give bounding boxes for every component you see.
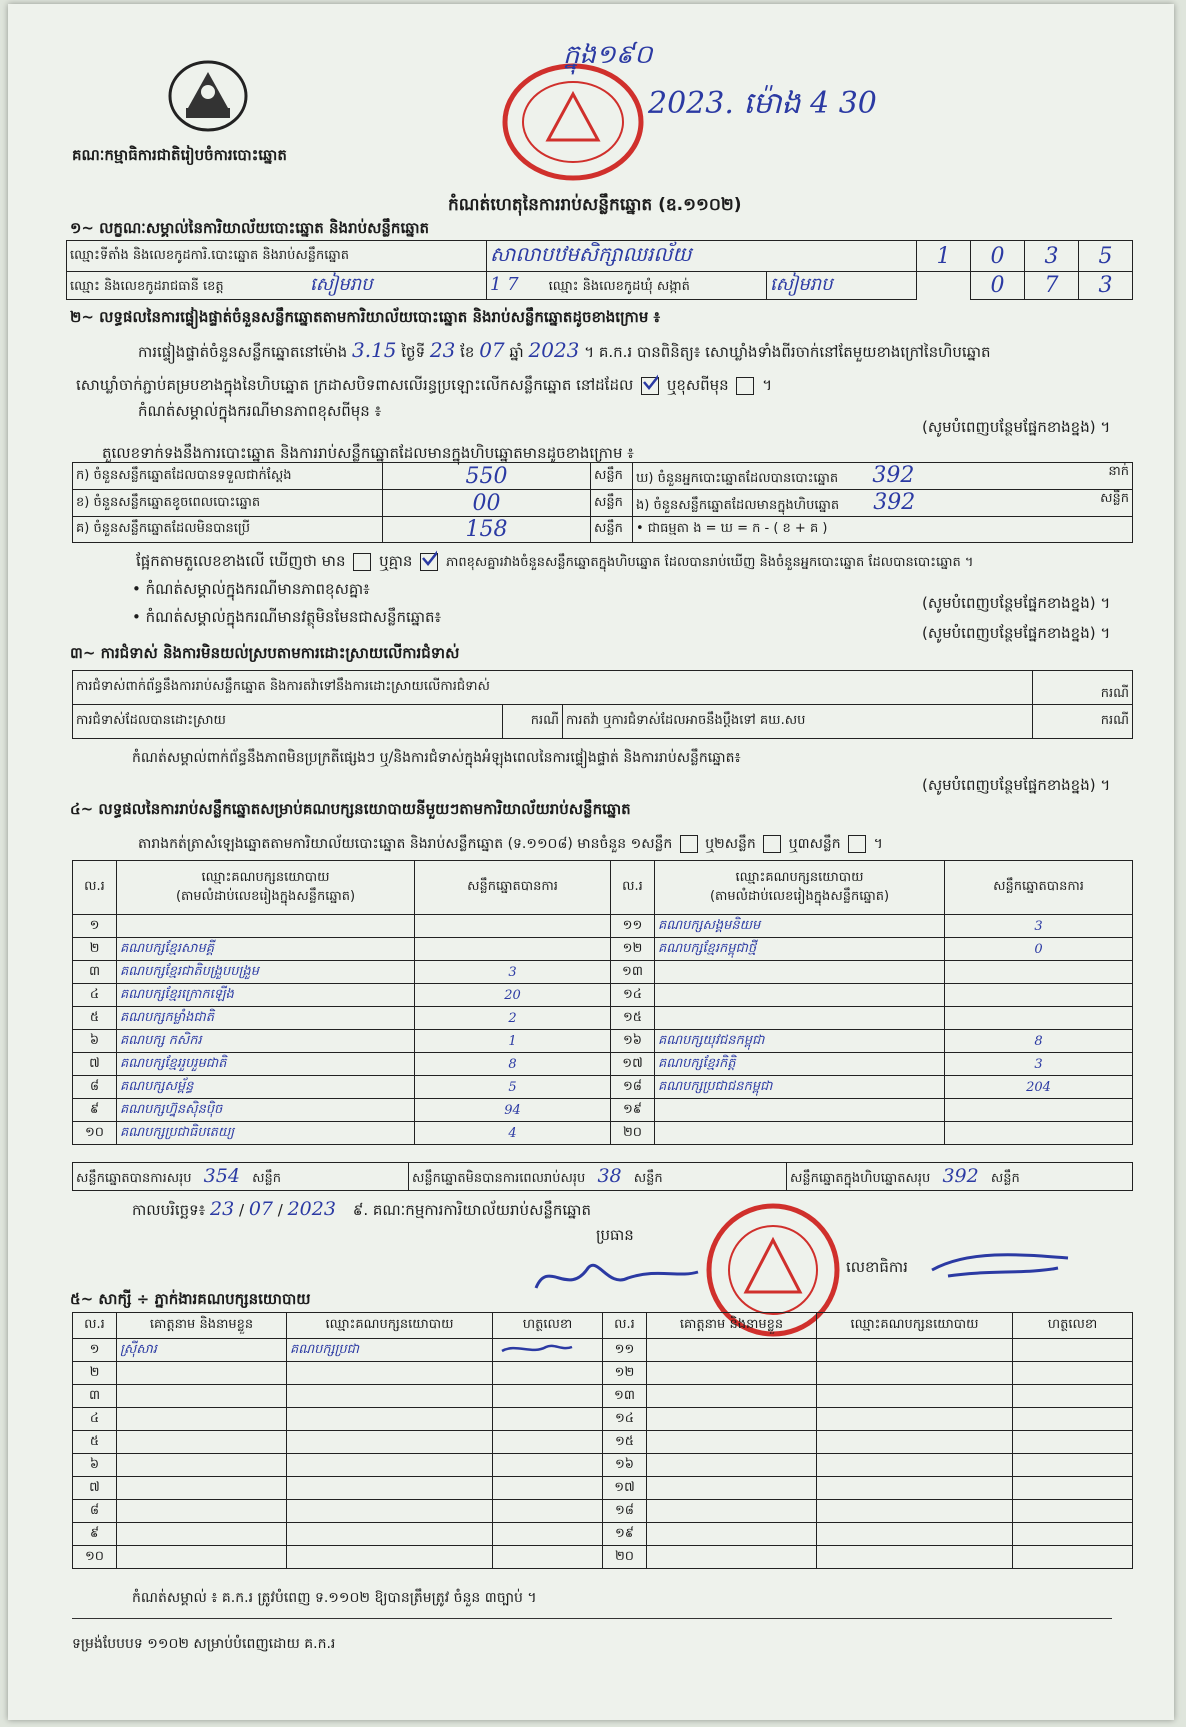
row-number: ១៧ [611,1053,655,1076]
row-number: ៣ [73,1385,117,1408]
witness-name [117,1454,287,1477]
date-month: 07 [248,1198,273,1220]
party-name [655,961,945,984]
verify-day: 23 [429,338,456,362]
table-row [73,1431,1133,1454]
row-number: ៦ [73,1030,117,1053]
form-title: កំណត់ហេតុនៃការរាប់សន្លឹកឆ្នោត (ឧ.១១០២) [448,195,742,215]
row-number: ៩ [73,1523,117,1546]
party-votes [945,1099,1133,1122]
witness-name [117,1431,287,1454]
row-number: ១៤ [611,984,655,1007]
totals-table [72,1162,1133,1191]
witness-party [817,1431,1013,1454]
date-line: កាលបរិច្ឆេទ៖ 23 / 07 / 2023 ៩. គណៈកម្មការការិយាល័យរាប់សន្លឹកឆ្នោត [132,1198,591,1220]
table-row [73,1122,1133,1145]
figure-c-label: គ) ចំនួនសន្លឹកឆ្នោតដែលមិនបានប្រើ [73,517,383,543]
row-number: ៨ [73,1076,117,1099]
figure-a-label: ក) ចំនួនសន្លឹកឆ្នោតដែលបានទទួលជាក់ស្តែង [73,463,383,490]
one-sheet-checkbox[interactable] [680,835,698,853]
row-number: ២ [73,1362,117,1385]
or-none-label: ឬគ្មាន [379,552,413,570]
org-name: គណៈកម្មាធិការជាតិរៀបចំការបោះឆ្នោត [72,146,287,164]
col-no: ល.រ [73,861,117,915]
party-votes: 3 [945,915,1133,938]
date-label: កាលបរិច្ឆេទ៖ [132,1201,206,1219]
witness-signature [1013,1408,1133,1431]
objections-table [72,670,1133,739]
section2-heading: ២~ លទ្ធផលនៃការផ្ទៀងផ្ទាត់ចំនួនសន្លឹកឆ្នោតតាមការិយាល័យបោះឆ្នោត និងរាប់សន្លឹកឆ្នោតដូចខាងក្រោម ៖ [70,308,661,326]
party-name: គណបក្សសង្គមនិយម [655,915,945,938]
party-results-table [72,860,1133,1145]
party-votes: 8 [945,1030,1133,1053]
col-party: ឈ្មោះគណបក្សនយោបាយ [817,1313,1013,1339]
col-party: ឈ្មោះគណបក្សនយោបាយ [287,1313,493,1339]
row-number: ១៩ [603,1523,647,1546]
witness-name [647,1431,817,1454]
commune-label: ឈ្មោះ និងលេខកូដឃុំ សង្កាត់ [548,279,690,294]
figure-c-value: 158 [383,517,591,543]
witness-name [647,1454,817,1477]
province-name: សៀមរាប [310,274,373,295]
witness-party [817,1500,1013,1523]
figure-e-label: ង) ចំនួនសន្លឹកឆ្នោតដែលមានក្នុងហិបឆ្នោត [636,498,840,513]
row-number: ១៦ [611,1030,655,1053]
has-discrepancy-checkbox[interactable] [353,553,371,571]
row-number: ៨ [73,1500,117,1523]
figure-e-row [633,490,1133,517]
party-votes: 94 [415,1099,611,1122]
fill-back-2: (សូមបំពេញបន្ថែមផ្នែកខាងខ្នង) ។ [922,594,1111,612]
witness-party [287,1523,493,1546]
witness-party [817,1385,1013,1408]
table-row [73,938,1133,961]
col-party: ឈ្មោះគណបក្សនយោបាយ (តាមលំដាប់លេខរៀងក្នុងសន្លឹកឆ្នោត) [655,861,945,915]
table-row [73,1030,1133,1053]
seal-line: សោឃ្លាំចាក់ភ្ជាប់គម្របខាងក្នុងនៃហិបឆ្នោត ក្រដាសបិទពាសលើរន្ធប្រឡោះលើកសន្លឹកឆ្នោត នៅដដែល ឬខុសពីមុន ។ [76,376,772,398]
col-party: ឈ្មោះគណបក្សនយោបាយ (តាមលំដាប់លេខរៀងក្នុងសន្លឹកឆ្នោត) [117,861,415,915]
verify-suffix: ។ គ.ក.រ បានពិនិត្យ៖ សោឃ្លាំងទាំងពីរចាក់នៅតែមួយខាងក្រៅនៃហិបឆ្នោត [584,343,991,361]
table-row [73,1385,1133,1408]
party-name [655,984,945,1007]
witness-name [647,1477,817,1500]
unit: សន្លឹក [591,490,633,517]
witness-name [647,1362,817,1385]
footer-note: កំណត់សម្គាល់ ៖ គ.ក.រ ត្រូវបំពេញ ទ.១១០២ ឱ្យបានត្រឹមត្រូវ ចំនួន ៣ច្បាប់ ។ [132,1590,537,1606]
witness-signature [1013,1431,1133,1454]
row-number: ១៤ [603,1408,647,1431]
table-row [73,1546,1133,1569]
unit: នាក់ [1108,464,1129,479]
witness-signature [1013,1523,1133,1546]
row-number: ១០ [73,1122,117,1145]
witness-signature-icon [496,1339,576,1357]
party-name: គណបក្សសម្ព័ន្ធ [117,1076,415,1099]
witness-signature [493,1362,603,1385]
unit: សន្លឹក [1100,491,1129,506]
secretary-label: លេខាធិការ [846,1258,908,1276]
nec-emblem-icon [166,58,250,134]
witness-party: គណបក្សប្រជា [287,1339,493,1362]
commune-code-digit: 3 [1079,272,1133,300]
witness-party [817,1477,1013,1500]
table-row [73,1339,1133,1362]
province-label: ឈ្មោះ និងលេខកូដរាជធានី ខេត្ត [70,279,224,294]
witness-party [287,1477,493,1500]
total-valid-cell: សន្លឹកឆ្នោតបានការសរុប 354 សន្លឹក [73,1163,409,1191]
witness-signature [1013,1362,1133,1385]
total-box-cell: សន្លឹកឆ្នោតក្នុងហិបឆ្នោតសរុប 392 សន្លឹក [787,1163,1133,1191]
row-number: ១ [73,1339,117,1362]
witness-signature [493,1431,603,1454]
col-no: ល.រ [611,861,655,915]
unit: សន្លឹក [591,463,633,490]
committee-label: ៩. គណៈកម្មការការិយាល័យរាប់សន្លឹកឆ្នោត [352,1201,591,1219]
commune-cell [487,272,767,300]
three-sheets-checkbox[interactable] [848,835,866,853]
row-number: ២០ [611,1122,655,1145]
party-name: គណបក្សខ្មែរជាតិបង្រួបបង្រួម [117,961,415,984]
row-number: ១៣ [611,961,655,984]
witness-signature [1013,1385,1133,1408]
secretary-signature-icon [928,1240,1078,1296]
case-label: ករណី [1033,671,1133,705]
party-name [655,1099,945,1122]
figure-d-row [633,463,1133,490]
witness-signature [493,1339,603,1362]
col-name: គោត្តនាម និងនាមខ្លួន [647,1313,817,1339]
table-row [73,961,1133,984]
col-votes: សន្លឹកឆ្នោតបានការ [415,861,611,915]
witness-party [817,1362,1013,1385]
table-row [73,1076,1133,1099]
province-cell [67,272,487,300]
witness-name [117,1408,287,1431]
table-row [73,1007,1133,1030]
date-day: 23 [210,1198,235,1220]
party-name [117,915,415,938]
party-name: គណបក្សខ្មែរកម្ពុជាថ្មី [655,938,945,961]
party-votes [415,915,611,938]
witness-name [647,1546,817,1569]
total-invalid-value: 38 [597,1164,622,1187]
commune-name: សៀមរាប [767,272,917,300]
chair-label: ប្រធាន [596,1226,634,1244]
objections-appeal: ការតវ៉ា ឬការជំទាស់ដែលអាចនឹងប្តឹងទៅ គឃ.សប [563,705,1033,739]
total-valid-value: 354 [203,1164,240,1187]
total-box-value: 392 [942,1164,979,1187]
party-name: គណបក្សប្រជាធិបតេយ្យ [117,1122,415,1145]
objections-resolved: ការជំទាស់ដែលបានដោះស្រាយ [73,705,503,739]
station-identity-table [66,240,1133,300]
witness-name: ស៊្រីសារ [117,1339,287,1362]
party-name: គណបក្សខ្មែរក្រោកឡើង [117,984,415,1007]
party-votes [945,1007,1133,1030]
fill-back-1: (សូមបំពេញបន្ថែមផ្នែកខាងខ្នង) ។ [922,418,1111,436]
witness-party [287,1546,493,1569]
figure-d-label: ឃ) ចំនួនអ្នកបោះឆ្នោតដែលបានបោះឆ្នោត [636,471,839,486]
party-votes: 2 [415,1007,611,1030]
row-number: ១២ [603,1362,647,1385]
witness-signature [493,1523,603,1546]
party-votes [945,961,1133,984]
station-label: ឈ្មោះទីតាំង និងលេខកូដការិ.បោះឆ្នោត និងរាប់សន្លឹកឆ្នោត [67,241,487,272]
witness-party [817,1523,1013,1546]
table-row [73,1477,1133,1500]
witness-name [117,1362,287,1385]
row-number: ១៨ [603,1500,647,1523]
row-number: ២០ [603,1546,647,1569]
witness-party [817,1408,1013,1431]
table-row [73,915,1133,938]
discrepancy-line [136,552,973,574]
witness-signature [1013,1477,1133,1500]
party-votes: 0 [945,938,1133,961]
row-number: ៥ [73,1431,117,1454]
day-label: ថ្ងៃទី [401,343,426,361]
tally-intro: តារាងកត់ត្រាសំឡេងឆ្នោតតាមការិយាល័យបោះឆ្នោត និងរាប់សន្លឹកឆ្នោត (ទ.១១០៨) មានចំនួន ១សន្លឹក [138,836,673,852]
based-on-label: ផ្អែកតាមតួលេខខាងលើ ឃើញថា មាន [136,552,346,570]
commune-code-digit: 7 [1025,272,1079,300]
row-number: ៥ [73,1007,117,1030]
tally-sheets-line: តារាងកត់ត្រាសំឡេងឆ្នោតតាមការិយាល័យបោះឆ្នោត និងរាប់សន្លឹកឆ្នោត (ទ.១១០៨) មានចំនួន ១សន្លឹក ឬ២សន្លឹក ឬ៣សន្លឹក ។ [138,836,883,852]
row-number: ១៨ [611,1076,655,1099]
row-number: ៣ [73,961,117,984]
row-number: ៧ [73,1477,117,1500]
footer-divider [72,1618,1112,1619]
party-votes: 8 [415,1053,611,1076]
party-votes [945,984,1133,1007]
objection-note: កំណត់សម្គាល់ពាក់ព័ន្ធនឹងភាពមិនប្រក្រតីផ្សេងៗ ឬ/និងការជំទាស់ក្នុងអំឡុងពេលនៃការផ្ទៀងផ្ទាត់ និងការរាប់សន្លឹកឆ្នោត៖ [132,750,741,766]
seal-line-text: សោឃ្លាំចាក់ភ្ជាប់គម្របខាងក្នុងនៃហិបឆ្នោត ក្រដាសបិទពាសលើរន្ធប្រឡោះលើកសន្លឹកឆ្នោត នៅដដែល [76,376,634,394]
row-number: ១១ [603,1339,647,1362]
witness-name [117,1523,287,1546]
col-sign: ហត្ថលេខា [493,1313,603,1339]
figure-a-value: 550 [383,463,591,490]
witness-name [117,1546,287,1569]
party-name: គណបក្សខ្មែររួបរួមជាតិ [117,1053,415,1076]
section3-heading: ៣~ ការជំទាស់ និងការមិនយល់ស្របតាមការដោះស្រាយលើការជំទាស់ [70,644,460,662]
party-name [655,1122,945,1145]
two-sheets-checkbox[interactable] [763,835,781,853]
witness-name [117,1477,287,1500]
case-label: ករណី [1033,705,1133,739]
row-number: ១ [73,915,117,938]
checkmark-icon [421,550,437,566]
section5-heading: ៥~ សាក្សី ÷ ភ្នាក់ងារគណបក្សនយោបាយ [70,1290,311,1308]
party-votes: 1 [415,1030,611,1053]
note-diff: កំណត់សម្គាល់ក្នុងករណីមានភាពខុសពីមុន ៖ [138,402,382,420]
witness-signature [493,1385,603,1408]
witness-signature [1013,1500,1133,1523]
witness-signature [493,1546,603,1569]
row-number: ៧ [73,1053,117,1076]
party-votes [415,938,611,961]
witness-party [817,1339,1013,1362]
row-number: ១៦ [603,1454,647,1477]
row-number: ៦ [73,1454,117,1477]
discrepancy-text: ភាពខុសគ្នារវាងចំនួនសន្លឹកឆ្នោតក្នុងហិបឆ្នោត ដែលបានរាប់ឃើញ និងចំនួនអ្នកបោះឆ្នោត ដែលបានបោះឆ្នោត ។ [445,555,974,570]
verify-prefix: ការផ្ទៀងផ្ទាត់ចំនួនសន្លឹកឆ្នោតនៅម៉ោង [138,343,348,361]
witness-party [287,1431,493,1454]
unchanged-checkbox[interactable] [641,377,659,395]
verify-line [138,338,991,365]
witness-name [647,1385,817,1408]
witness-party [287,1408,493,1431]
row-number: ១៩ [611,1099,655,1122]
witness-name [647,1500,817,1523]
party-name: គណបក្សខ្មែរកិត្តិ [655,1053,945,1076]
party-votes: 4 [415,1122,611,1145]
party-name: គណបក្សយុវជនកម្ពុជា [655,1030,945,1053]
chair-signature-icon [528,1248,708,1308]
witness-party [287,1362,493,1385]
year-label: ឆ្នាំ [509,343,524,361]
party-name: គណបក្សប្រជាជនកម្ពុជា [655,1076,945,1099]
official-seal-top-icon [498,62,648,182]
row-number: ១០ [73,1546,117,1569]
witness-signature [1013,1546,1133,1569]
note-unreal: • កំណត់សម្គាល់ក្នុងករណីមានវត្ថុមិនមែនជាសន្លឹកឆ្នោត៖ [132,608,442,626]
col-votes: សន្លឹកឆ្នោតបានការ [945,861,1133,915]
figure-d-value: 392 [872,463,915,488]
figure-e-value: 392 [873,490,916,515]
table-row [73,1500,1133,1523]
witness-name [647,1408,817,1431]
section4-heading: ៤~ លទ្ធផលនៃការរាប់សន្លឹកឆ្នោតសម្រាប់គណបក្សនយោបាយនីមួយៗតាមការិយាល័យរាប់សន្លឹកឆ្នោត [70,800,631,818]
party-votes: 20 [415,984,611,1007]
figure-b-value: 00 [383,490,591,517]
station-code-digit: 1 [917,241,971,272]
formula: • ជាធម្មតា ង = ឃ = ក - ( ខ + គ ) [633,517,1133,543]
party-votes: 3 [415,961,611,984]
witness-party [287,1500,493,1523]
col-name: គោត្តនាម និងនាមខ្លួន [117,1313,287,1339]
col-no: ល.រ [73,1313,117,1339]
handwritten-receipt-date: 2023. ម៉ោង 4 30 [648,86,877,121]
col-sign: ហត្ថលេខា [1013,1313,1133,1339]
total-invalid-cell: សន្លឹកឆ្នោតមិនបានការពេលរាប់សរុប 38 សន្លឹក [409,1163,787,1191]
witness-name [647,1339,817,1362]
witness-name [117,1385,287,1408]
witness-party [817,1454,1013,1477]
date-year: 2023 [287,1198,336,1220]
witness-name [647,1523,817,1546]
witness-signature [1013,1339,1133,1362]
form-code: ទម្រង់បែបបទ ១១០២ សម្រាប់បំពេញដោយ គ.ក.រ [72,1636,336,1652]
verify-time: 3.15 [351,338,397,362]
witness-party [817,1546,1013,1569]
objections-row1: ការជំទាស់ពាក់ព័ន្ធនឹងការរាប់សន្លឹកឆ្នោត និងការតវ៉ាទៅនឹងការដោះស្រាយលើការជំទាស់ [73,671,1033,705]
table-row [73,1523,1133,1546]
row-number: ១៥ [611,1007,655,1030]
witness-table [72,1312,1133,1569]
row-number: ៩ [73,1099,117,1122]
handwritten-receipt-no: ក្នុង១៩០ [563,40,653,70]
row-number: ៤ [73,1408,117,1431]
table-row [73,1454,1133,1477]
party-votes: 5 [415,1076,611,1099]
no-discrepancy-checkbox[interactable] [420,553,438,571]
station-name: សាលាបឋមសិក្សាឈរល័យ [487,241,917,272]
ballot-figures-table [72,462,1133,543]
party-votes: 204 [945,1076,1133,1099]
row-number: ១៥ [603,1431,647,1454]
province-code: 1 7 [490,274,519,295]
table-row [73,1053,1133,1076]
party-votes: 3 [945,1053,1133,1076]
form-sheet [8,4,1174,1720]
row-number: ១២ [611,938,655,961]
witness-signature [493,1500,603,1523]
unit: សន្លឹក [591,517,633,543]
row-number: ១៧ [603,1477,647,1500]
note-discrepancy: • កំណត់សម្គាល់ក្នុងករណីមានភាពខុសគ្នា៖ [132,580,370,598]
figure-b-label: ខ) ចំនួនសន្លឹកឆ្នោតខូចពេលបោះឆ្នោត [73,490,383,517]
two-sheets-label: ឬ២សន្លឹក [705,836,756,852]
verify-month: 07 [479,338,505,362]
station-code-digit: 0 [971,241,1025,272]
case-label: ករណី [503,705,563,739]
different-checkbox[interactable] [736,377,754,395]
row-number: ២ [73,938,117,961]
witness-signature [493,1408,603,1431]
commune-code-digit: 0 [971,272,1025,300]
table-row [73,1408,1133,1431]
month-label: ខែ [460,343,475,361]
table-row [73,1099,1133,1122]
witness-name [117,1500,287,1523]
witness-signature [493,1477,603,1500]
three-sheets-label: ឬ៣សន្លឹក [788,836,841,852]
party-name: គណបក្សហ្វ៊ុនស៊ិនប៉ិច [117,1099,415,1122]
witness-signature [1013,1454,1133,1477]
party-votes [945,1122,1133,1145]
fill-back-4: (សូមបំពេញបន្ថែមផ្នែកខាងខ្នង) ។ [922,776,1111,794]
row-number: ១១ [611,915,655,938]
party-name: គណបក្សខ្មែរសាមគ្គី [117,938,415,961]
station-code-digit: 5 [1079,241,1133,272]
party-name: គណបក្ស កសិករ [117,1030,415,1053]
col-no: ល.រ [603,1313,647,1339]
station-code-digit: 3 [1025,241,1079,272]
or-different-label: ឬខុសពីមុន [666,376,729,394]
verify-year: 2023 [528,338,580,362]
table-row [73,1362,1133,1385]
checkmark-icon [642,374,658,390]
witness-party [287,1385,493,1408]
fill-back-3: (សូមបំពេញបន្ថែមផ្នែកខាងខ្នង) ។ [922,624,1111,642]
figures-intro: តួលេខទាក់ទងនឹងការបោះឆ្នោត និងការរាប់សន្លឹកឆ្នោតដែលមានក្នុងហិបឆ្នោតមានដូចខាងក្រោម ៖ [102,444,634,462]
witness-signature [493,1454,603,1477]
table-row [73,984,1133,1007]
section1-heading: ១~ លក្ខណៈសម្គាល់នៃការិយាល័យបោះឆ្នោត និងរាប់សន្លឹកឆ្នោត [70,219,430,237]
party-name: គណបក្សកម្លាំងជាតិ [117,1007,415,1030]
party-name [655,1007,945,1030]
row-number: ៤ [73,984,117,1007]
witness-party [287,1454,493,1477]
row-number: ១៣ [603,1385,647,1408]
